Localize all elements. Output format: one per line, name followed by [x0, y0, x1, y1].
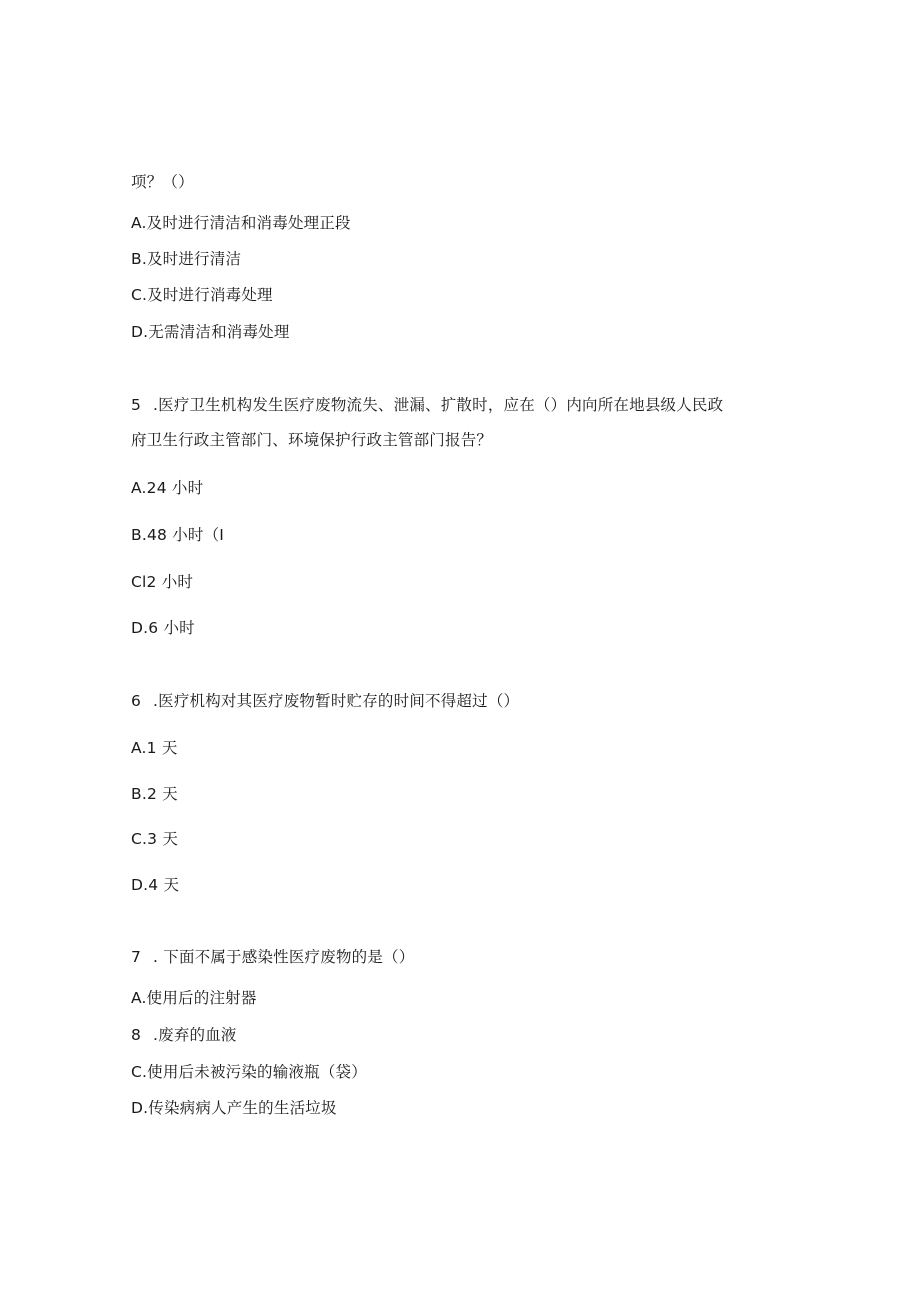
option-a: A.24 小时 — [131, 479, 204, 497]
question-text: . 下面不属于感染性医疗废物的是（） — [153, 948, 415, 966]
question-text: .医疗卫生机构发生医疗废物流失、泄漏、扩散时，应在（）内向所在地县级人民政 — [153, 396, 724, 414]
option-c: Cl2 小时 — [131, 573, 194, 591]
question-text: .医疗机构对其医疗废物暂时贮存的时间不得超过（） — [153, 692, 520, 710]
option-b: B.及时进行清洁 — [131, 250, 242, 268]
option-c: C.3 天 — [131, 830, 179, 848]
question-7 — [131, 947, 414, 967]
question-4-continuation: 项？（） — [131, 173, 194, 191]
option-a: A.使用后的注射器 — [131, 989, 257, 1007]
option-a: A.1 天 — [131, 739, 178, 757]
option-c: C.使用后未被污染的输液瓶（袋） — [131, 1063, 367, 1081]
option-d: D.传染病病人产生的生活垃圾 — [131, 1099, 337, 1117]
option-c: C.及时进行消毒处理 — [131, 286, 273, 304]
option-d: D.无需清洁和消毒处理 — [131, 323, 290, 341]
option-b: B.48 小时（I — [131, 526, 225, 544]
question-number: 6 — [131, 692, 142, 710]
option-b: B.2 天 — [131, 785, 178, 803]
question-6 — [131, 691, 519, 711]
question-number: 5 — [131, 396, 142, 414]
option-number: 8 — [131, 1026, 142, 1044]
question-5 — [131, 395, 723, 415]
option-d: D.6 小时 — [131, 619, 195, 637]
option-a: A.及时进行清洁和消毒处理正段 — [131, 214, 351, 232]
question-number: 7 — [131, 948, 142, 966]
option-text: .废弃的血液 — [153, 1026, 237, 1044]
option-b — [131, 1025, 237, 1045]
question-5-continuation: 府卫生行政主管部门、环境保护行政主管部门报告？ — [131, 431, 493, 449]
option-d: D.4 天 — [131, 876, 180, 894]
